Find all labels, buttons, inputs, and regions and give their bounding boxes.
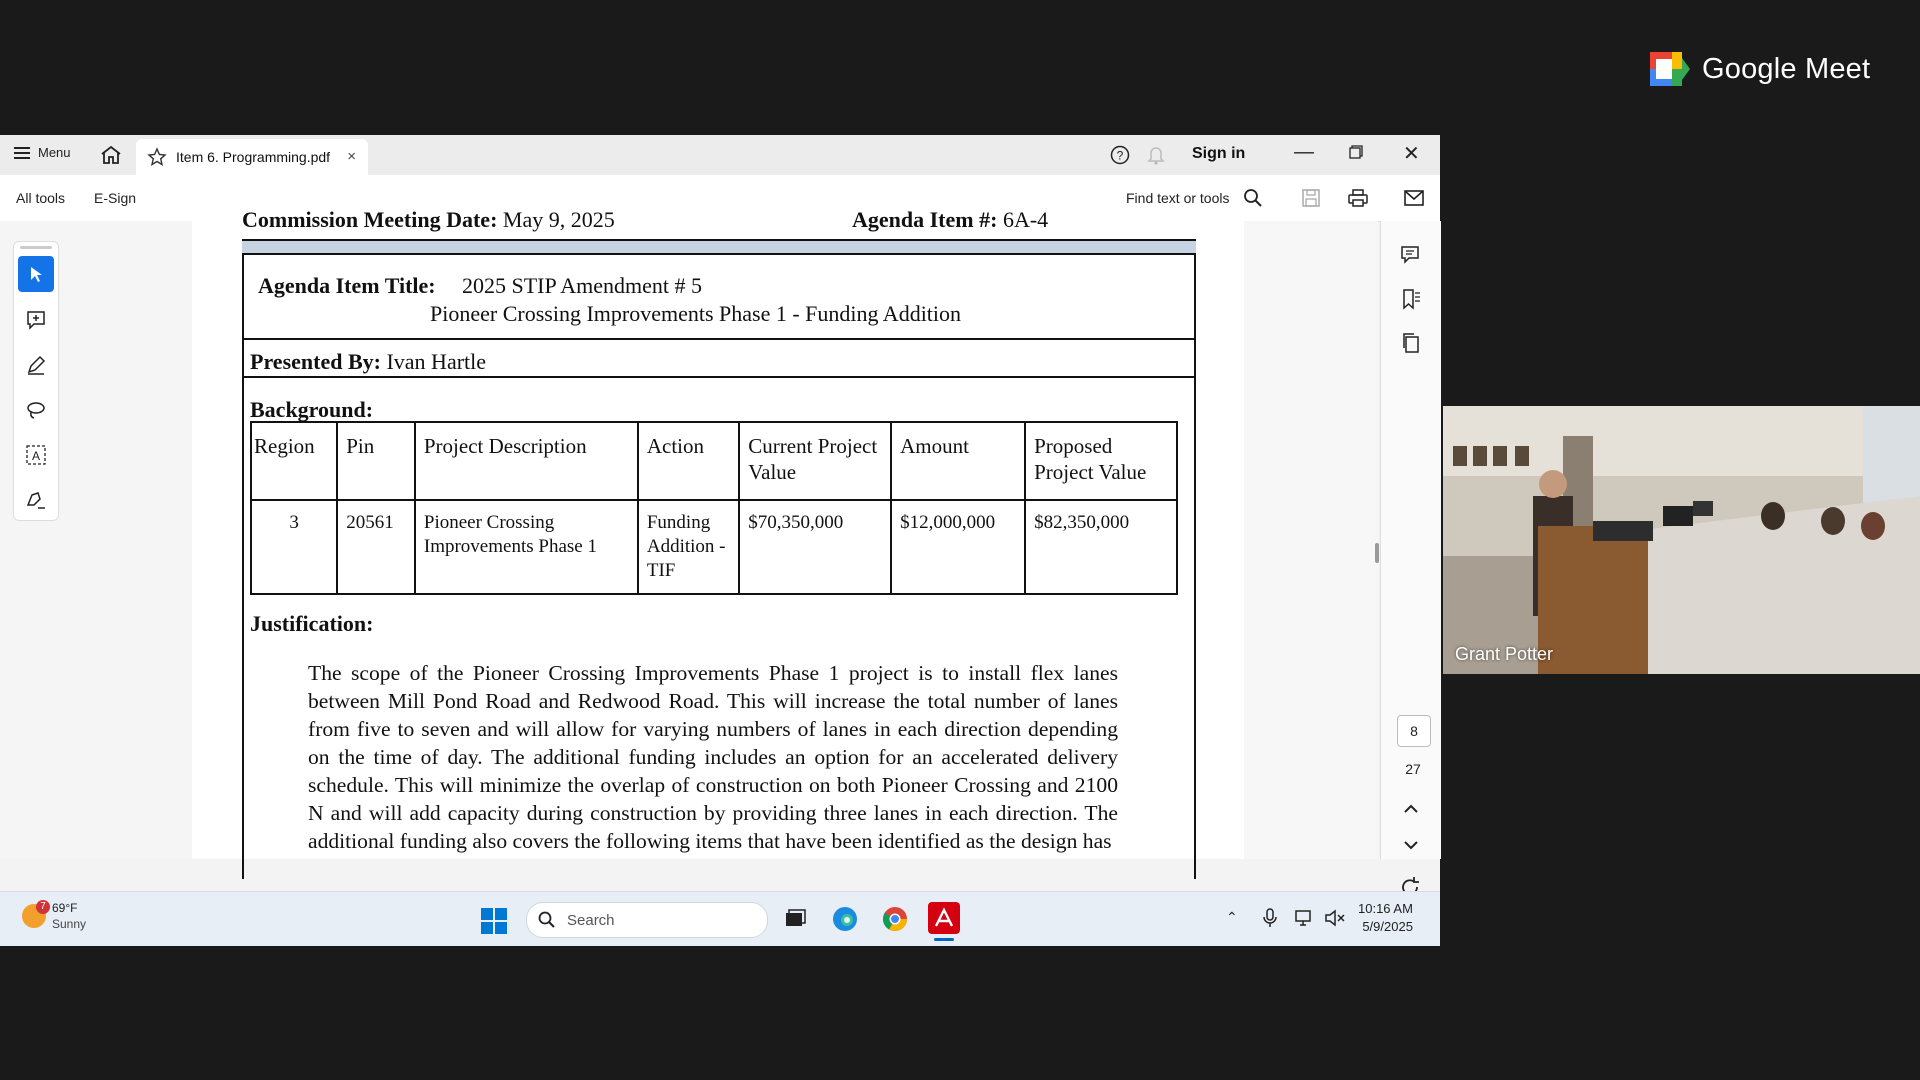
text-box-icon	[25, 444, 47, 466]
search-icon	[537, 910, 557, 930]
highlight-tool[interactable]	[18, 347, 54, 383]
help-icon[interactable]	[1110, 145, 1130, 165]
table-header-row	[251, 422, 1177, 500]
weather-description: Sunny	[52, 917, 87, 931]
chrome-browser-icon[interactable]	[880, 904, 910, 934]
svg-text:?: ?	[1116, 148, 1124, 163]
add-comment-tool[interactable]	[18, 302, 54, 338]
chevron-up-icon[interactable]	[1399, 797, 1423, 821]
microphone-icon[interactable]	[1262, 908, 1278, 928]
table-header-cell: Action	[638, 422, 739, 500]
table-cell: Funding Addition - TIF	[638, 500, 739, 594]
agenda-item-label: Agenda Item #:	[852, 207, 998, 232]
sun-icon	[22, 901, 46, 928]
tab-label: Item 6. Programming.pdf	[176, 149, 331, 165]
google-meet-brand	[1650, 52, 1870, 86]
presented-by	[250, 349, 486, 375]
all-tools-button[interactable]: All tools	[16, 190, 66, 206]
meeting-date-label: Commission Meeting Date:	[242, 207, 498, 232]
table-header-cell: Amount	[891, 422, 1025, 500]
table-row	[251, 500, 1177, 594]
windows-taskbar	[0, 891, 1440, 946]
acrobat-toolbar	[0, 175, 1440, 222]
divider-line	[242, 376, 1196, 378]
agenda-item-value: 6A-4	[1002, 207, 1049, 232]
vertical-scrollbar[interactable]	[1375, 543, 1379, 563]
participant-name-label: Grant Potter	[1455, 644, 1554, 664]
task-view-icon[interactable]	[780, 904, 810, 934]
background-table	[250, 421, 1178, 595]
table-cell: 3	[251, 500, 337, 594]
acrobat-window	[0, 135, 1440, 945]
system-clock[interactable]	[1358, 900, 1413, 936]
agenda-title-label: Agenda Item Title:	[258, 273, 436, 298]
sign-tool[interactable]	[18, 482, 54, 518]
table-header-cell: Proposed Project Value	[1025, 422, 1177, 500]
table-cell: $12,000,000	[891, 500, 1025, 594]
svg-text:A: A	[31, 449, 41, 463]
esign-button[interactable]: E-Sign	[94, 190, 137, 206]
participant-video-tile[interactable]	[1443, 406, 1920, 674]
table-cell: 20561	[337, 500, 415, 594]
panel-handle[interactable]	[20, 246, 52, 249]
draw-tool[interactable]	[18, 392, 54, 428]
taskbar-search-placeholder: Search	[567, 912, 615, 929]
email-icon[interactable]	[1403, 187, 1425, 209]
meeting-date-value: May 9, 2025	[502, 207, 615, 232]
star-icon[interactable]	[148, 148, 166, 166]
save-icon[interactable]	[1300, 187, 1322, 209]
find-text-or-tools[interactable]: Find text or tools	[1126, 190, 1230, 206]
right-sidebar	[1380, 221, 1441, 859]
presented-by-label: Presented By:	[250, 349, 381, 374]
edge-browser-icon[interactable]	[830, 904, 860, 934]
sign-in-button[interactable]: Sign in	[1192, 145, 1246, 162]
pdf-page	[242, 207, 1196, 861]
table-header-cell: Project Description	[415, 422, 638, 500]
acrobat-logo-icon	[928, 902, 960, 934]
acrobat-app-icon[interactable]	[928, 902, 960, 934]
document-viewport[interactable]	[192, 207, 1244, 859]
table-header-cell: Region	[251, 422, 337, 500]
tab-close-icon[interactable]: ×	[347, 148, 356, 165]
participant-video-frame	[1443, 406, 1920, 674]
chevron-down-icon[interactable]	[1399, 833, 1423, 857]
menu-button[interactable]	[14, 145, 71, 160]
quick-tools-panel	[13, 241, 59, 521]
comment-add-icon	[25, 309, 47, 331]
clock-time: 10:16 AM	[1358, 901, 1413, 916]
windows-start-icon[interactable]	[480, 907, 508, 935]
network-icon[interactable]	[1294, 908, 1314, 928]
divider-line	[242, 338, 1196, 340]
presenter-name: Ivan Hartle	[386, 349, 487, 374]
lasso-icon	[25, 399, 47, 421]
acrobat-title-bar	[0, 135, 1440, 175]
table-cell: $82,350,000	[1025, 500, 1177, 594]
home-icon[interactable]	[100, 145, 122, 165]
table-header-cell: Current Project Value	[739, 422, 891, 500]
weather-badge: 7	[36, 900, 50, 914]
restore-icon[interactable]	[1349, 145, 1363, 159]
bookmark-icon[interactable]	[1399, 287, 1423, 311]
table-cell: $70,350,000	[739, 500, 891, 594]
chevron-up-icon[interactable]: ⌃	[1226, 909, 1238, 925]
tab-document[interactable]	[136, 139, 368, 175]
notification-bell-icon[interactable]	[1147, 145, 1165, 165]
table-cell: Pioneer Crossing Improvements Phase 1	[415, 500, 638, 594]
cursor-icon	[27, 265, 45, 283]
background-label: Background:	[250, 397, 374, 422]
speaker-muted-icon[interactable]	[1324, 908, 1346, 928]
header-band	[242, 239, 1196, 255]
table-header-cell: Pin	[337, 422, 415, 500]
google-meet-title: Google Meet	[1702, 52, 1871, 85]
meeting-date-line	[242, 207, 615, 233]
agenda-item-line	[852, 207, 1048, 233]
close-window-icon[interactable]: ✕	[1403, 143, 1420, 165]
agenda-title-line1: 2025 STIP Amendment # 5	[462, 273, 702, 298]
clock-date: 5/9/2025	[1362, 919, 1413, 934]
hamburger-icon	[14, 147, 30, 159]
print-icon[interactable]	[1347, 187, 1369, 209]
current-page-input[interactable]: 8	[1397, 715, 1431, 747]
menu-label: Menu	[38, 145, 71, 160]
google-meet-logo-icon	[1650, 52, 1690, 86]
justification-label: Justification:	[250, 611, 374, 636]
pen-icon	[25, 354, 47, 376]
agenda-title-line2: Pioneer Crossing Improvements Phase 1 - Funding Addition	[430, 301, 962, 326]
total-pages: 27	[1405, 761, 1421, 777]
document-margin	[1244, 221, 1378, 859]
comments-icon[interactable]	[1399, 243, 1423, 267]
active-app-indicator	[934, 938, 954, 941]
select-tool[interactable]	[18, 256, 54, 292]
minimize-icon[interactable]: —	[1294, 141, 1314, 163]
weather-temperature: 69°F	[52, 901, 78, 915]
pages-icon[interactable]	[1399, 331, 1423, 355]
justification-text	[308, 659, 1118, 855]
signature-pen-icon	[25, 489, 47, 511]
taskbar-search[interactable]	[526, 902, 768, 938]
justification-paragraph: The scope of the Pioneer Crossing Improvements Phase 1 project is to install flex lanes between Mill Pond Road and Redwood Road. This will increase the total number of lanes from five to seven and will allow for varying numbers of lanes in each direction depending on the time of day. The additional funding includes an option for an accelerated delivery schedule. This will minimize the overlap of construction on both Pioneer Crossing and 2100 N and will add capacity during construction by providing three lanes in each direction. The additional funding also covers the following items that have been identified as the design has	[308, 661, 1118, 853]
text-select-tool[interactable]	[18, 437, 54, 473]
weather-widget[interactable]	[22, 900, 86, 932]
search-icon[interactable]	[1242, 187, 1264, 209]
